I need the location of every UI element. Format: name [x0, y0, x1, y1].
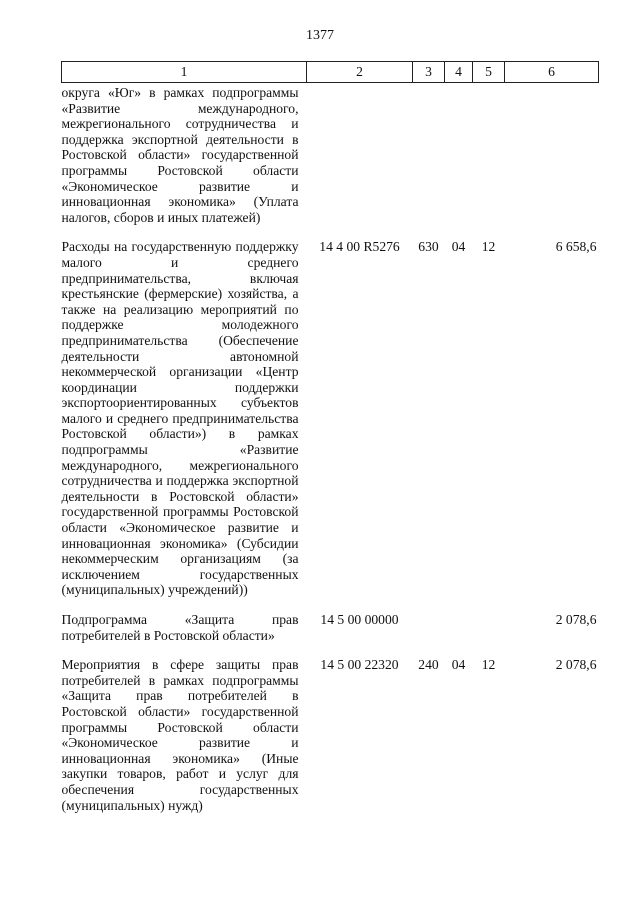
expense-type-cell: 630 [418, 239, 439, 255]
expense-type-cell [413, 598, 445, 643]
subsection-cell: 12 [481, 239, 496, 255]
section-cell [445, 598, 473, 643]
column-header: 2 [307, 62, 413, 83]
table-row [62, 83, 599, 226]
page-number: 1377 [306, 28, 334, 43]
subsection-cell [473, 83, 505, 226]
column-header: 3 [413, 62, 445, 83]
column-header: 5 [473, 62, 505, 83]
budget-table [61, 61, 599, 813]
expense-name-cell: округа «Юг» в рамках подпрограммы «Развитие международного, межрегионального сотрудничества и поддержка экспортной деятельности в Ростовской области» государственной программы Ростовской области «Экономическое развитие и инновационная экономика» (Уплата налогов, сборов и иных платежей) [61, 85, 299, 225]
table-header-row [62, 62, 599, 83]
expense-name-cell: Расходы на государственную поддержку малого и среднего предпринимательства, включая крестьянские (фермерские) хозяйства, а также на реализацию мероприятий по поддержке молодежного предпринимательства (Обеспечение деятельности автономной некоммерческой организации «Центр координации поддержки экспортоориентированных субъектов малого и среднего предпринимательства Ростовской области») в рамках подпрограммы «Развитие международного, межрегионального сотрудничества и поддержка экспортной деятельности в Ростовской области» государственной программы Ростовской области «Экономическое развитие и инновационная экономика» (Субсидии некоммерческим организациям (за исключением государственных (муниципальных) учреждений)) [61, 239, 299, 598]
column-header: 4 [445, 62, 473, 83]
section-cell: 04 [451, 239, 466, 255]
target-code-cell: 14 5 00 00000 [320, 612, 399, 627]
expense-type-cell [413, 83, 445, 226]
subsection-cell: 12 [481, 657, 496, 673]
section-cell [445, 83, 473, 226]
table-row [62, 643, 599, 813]
expense-type-cell: 240 [418, 657, 439, 673]
column-header: 6 [505, 62, 599, 83]
target-code-cell: 14 5 00 22320 [320, 657, 399, 673]
target-code-cell: 14 4 00 R5276 [319, 239, 400, 255]
table-row [62, 225, 599, 598]
amount-cell: 6 658,6 [555, 239, 597, 255]
expense-name-cell: Мероприятия в сфере защиты прав потребителей в рамках подпрограммы «Защита прав потребителей в Ростовской области» государственной программы Ростовской области «Экономическое развитие и инновационная экономика» (Иные закупки товаров, работ и услуг для обеспечения государственных (муниципальных) нужд) [61, 657, 299, 813]
amount-cell [505, 83, 599, 226]
table-row [62, 598, 599, 643]
column-header: 1 [62, 62, 307, 83]
section-cell: 04 [451, 657, 466, 673]
amount-cell: 2 078,6 [555, 612, 597, 627]
subsection-cell [473, 598, 505, 643]
amount-cell: 2 078,6 [555, 657, 597, 673]
target-code-cell [307, 83, 413, 226]
expense-name-cell: Подпрограмма «Защита прав потребителей в Ростовской области» [61, 612, 299, 643]
